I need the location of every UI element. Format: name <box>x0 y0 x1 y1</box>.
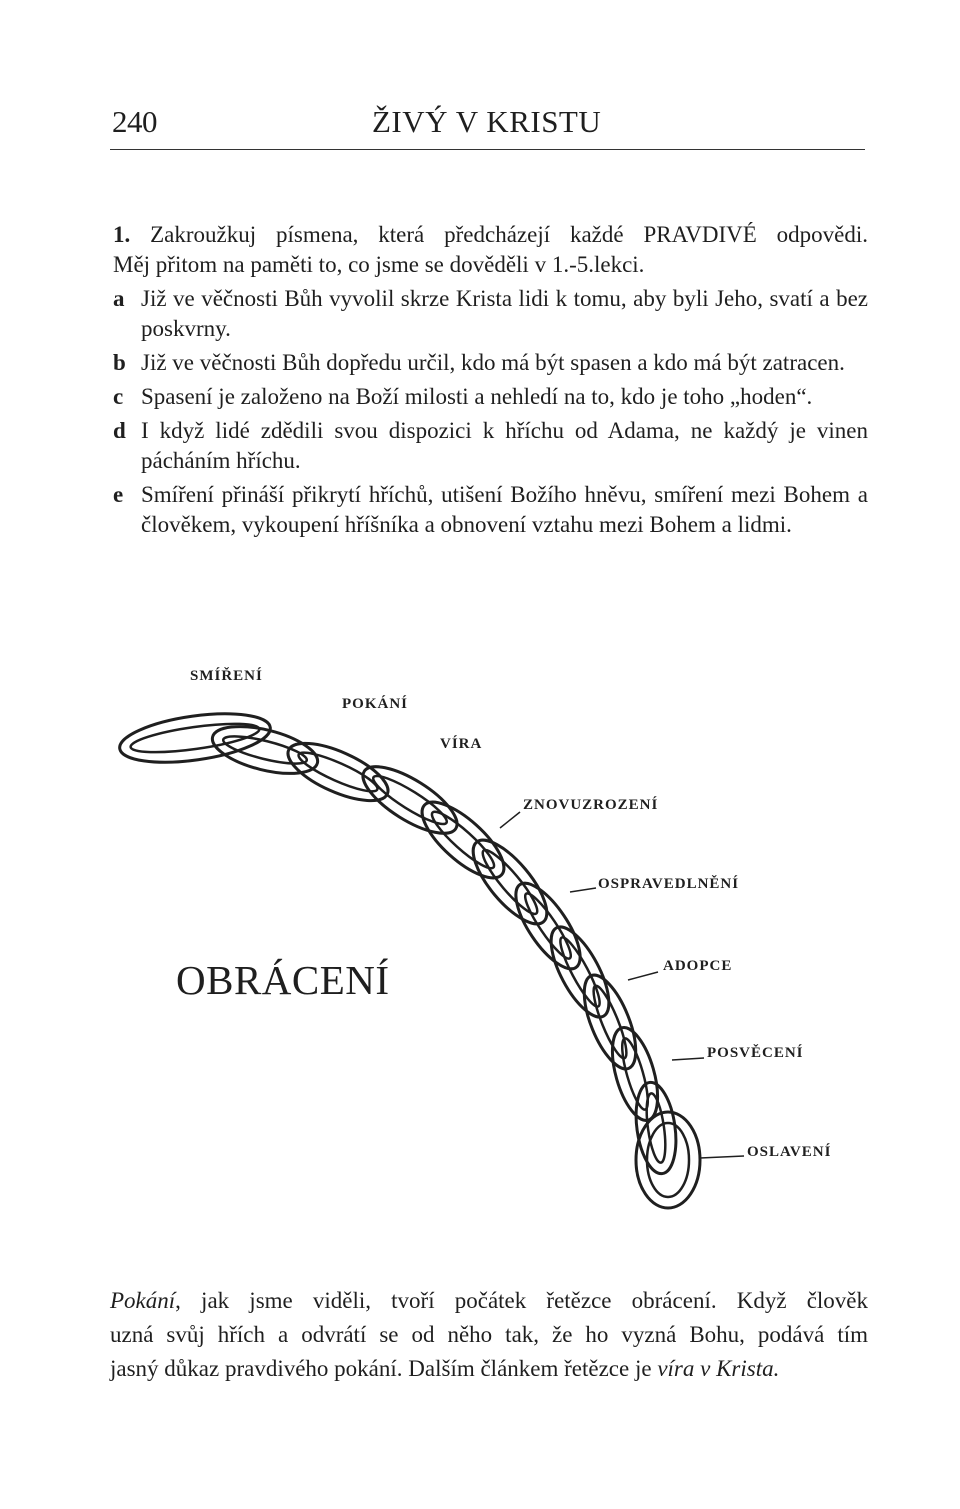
chain-link-outer <box>461 829 558 934</box>
diagram-title: OBRÁCENÍ <box>176 957 390 1003</box>
option-letter: c <box>113 384 124 409</box>
label-leader-line <box>500 812 520 828</box>
chain-link <box>504 874 591 978</box>
chain-label-smireni: SMÍŘENÍ <box>190 668 263 684</box>
chain-link <box>461 829 558 934</box>
chain-link-outer <box>540 919 620 1025</box>
option-text: Již ve věčnosti Bůh dopředu určil, kdo má být spasen a kdo má být zatracen. <box>141 350 845 375</box>
header-rule <box>110 149 865 150</box>
chain-label-oslaveni: OSLAVENÍ <box>747 1144 832 1160</box>
closing-line-2: uzná svůj hřích a odvrátí se od něho tak, že ho vyzná Bohu, podává tím <box>110 1322 868 1347</box>
closing-line-1-text: , jak jsme viděli, tvoří počátek řetězce obrácení. Když člověk <box>175 1288 868 1313</box>
exercise-intro-text-1: Zakroužkuj písmena, která předcházejí každé PRAVDIVÉ odpovědi. <box>150 222 868 247</box>
chain-link <box>411 790 515 889</box>
chain-link-inner <box>647 1123 689 1197</box>
option-d[interactable] <box>113 416 868 476</box>
exercise <box>113 220 868 540</box>
label-leader-line <box>570 888 596 892</box>
option-letter: d <box>113 418 126 443</box>
option-letter: e <box>113 482 124 507</box>
label-leader-line <box>628 972 658 980</box>
chain-label-adopce: ADOPCE <box>663 958 733 974</box>
option-e[interactable] <box>113 480 868 540</box>
chain-label-ospravedlneni: OSPRAVEDLNĚNÍ <box>598 876 740 892</box>
chain-label-znovuzrozeni: ZNOVUZROZENÍ <box>523 797 659 813</box>
option-text: Již ve věčnosti Bůh vyvolil skrze Krista lidi k tomu, aby byli Jeho, svatí a bez poskvrny. <box>141 286 868 341</box>
chain-link-outer <box>574 969 647 1076</box>
label-leader-line <box>672 1058 704 1060</box>
exercise-intro-line-1 <box>113 220 868 250</box>
label-leader-line <box>700 1156 744 1158</box>
exercise-intro-line-2: Měj přitom na paměti to, co jsme se dověděli v 1.-5.lekci. <box>113 252 645 277</box>
closing-emphasis-pokani: Pokání <box>110 1288 176 1313</box>
option-letter: b <box>113 350 126 375</box>
chain-label-pokani: POKÁNÍ <box>342 696 408 712</box>
chain-label-posveceni: POSVĚCENÍ <box>707 1045 804 1061</box>
closing-line-1 <box>110 1284 868 1318</box>
exercise-number: 1. <box>113 222 131 247</box>
chain-link <box>208 718 322 783</box>
closing-paragraph <box>110 1284 868 1386</box>
option-text: Smíření přináší přikrytí hříchů, utišení Božího hněvu, smíření mezi Bohem a člověkem, vykoupení hříšníka a obnovení vztahu mezi Bohem a lidmi. <box>141 482 868 537</box>
option-text: Spasení je založeno na Boží milosti a nehledí na to, kdo je toho „hoden“. <box>141 384 813 409</box>
closing-emphasis-vira: víra v Krista. <box>657 1356 780 1381</box>
option-text: I když lidé zdědili svou dispozici k hříchu od Adama, ne každý je vinen pácháním hříchu. <box>141 418 868 473</box>
closing-line-3 <box>110 1352 868 1386</box>
chain-link-inner <box>588 983 632 1061</box>
closing-line-3-text: jasný důkaz pravdivého pokání. Dalším článkem řetězce je <box>110 1356 658 1381</box>
chain-link-inner <box>520 889 577 963</box>
chain-link-outer <box>208 718 322 783</box>
chain-link <box>540 919 620 1025</box>
conversion-chain-diagram <box>0 660 960 1220</box>
chain-link <box>574 969 647 1076</box>
chain-link-outer <box>504 874 591 978</box>
option-letter: a <box>113 286 125 311</box>
option-a[interactable] <box>113 284 868 344</box>
option-c[interactable] <box>113 382 868 412</box>
chain-label-vira: VÍRA <box>440 736 483 752</box>
chain-link-inner <box>555 934 606 1010</box>
option-b[interactable] <box>113 348 868 378</box>
page-number: 240 <box>112 104 157 139</box>
running-title: ŽIVÝ V KRISTU <box>372 104 602 139</box>
chain-link-outer <box>411 790 515 889</box>
